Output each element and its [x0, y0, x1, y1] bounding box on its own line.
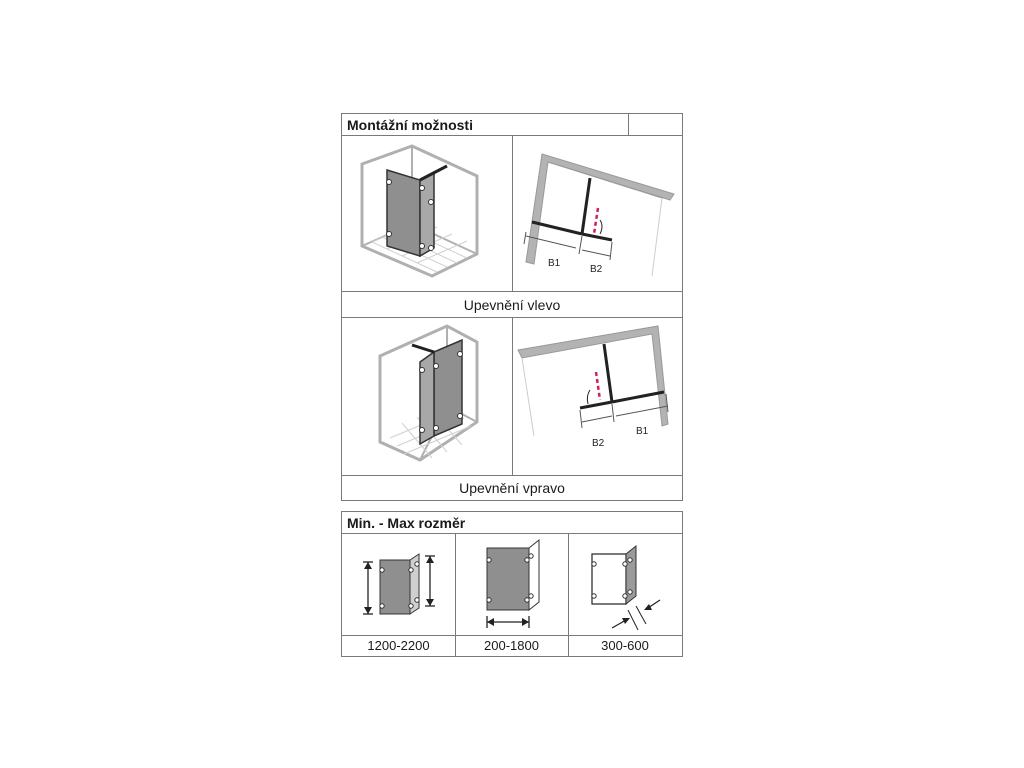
label-b2: B2: [590, 264, 603, 275]
dimensions-title: Min. - Max rozměr: [342, 512, 682, 534]
right-mount-images: [342, 318, 682, 476]
label-b1: B1: [636, 426, 649, 437]
left-mount-plan-diagram: [512, 136, 682, 292]
label-b2: B2: [592, 438, 605, 449]
right-mount-plan-diagram: [512, 318, 682, 476]
dimension-captions: [342, 636, 682, 656]
left-mount-caption: Upevnění vlevo: [342, 292, 682, 318]
left-mount-3d-illustration: [342, 136, 512, 292]
height-dimension-illustration: [342, 534, 455, 636]
mounting-options-table: [341, 113, 683, 501]
width-dimension-illustration: [455, 534, 568, 636]
side-panel-dimension-illustration: [568, 534, 682, 636]
side-panel-range-label: 300-600: [601, 638, 649, 653]
header-empty-cell: [628, 114, 682, 136]
right-mount-caption: Upevnění vpravo: [459, 480, 565, 496]
right-mount-3d-illustration: [342, 318, 512, 476]
dimension-images: [342, 534, 682, 636]
label-b1: B1: [548, 258, 561, 269]
dimensions-table: [341, 511, 683, 657]
height-range-label: 1200-2200: [367, 638, 430, 653]
width-range-label: 200-1800: [484, 638, 539, 653]
mounting-options-title: Montážní možnosti: [342, 114, 682, 136]
left-mount-images: [342, 136, 682, 292]
